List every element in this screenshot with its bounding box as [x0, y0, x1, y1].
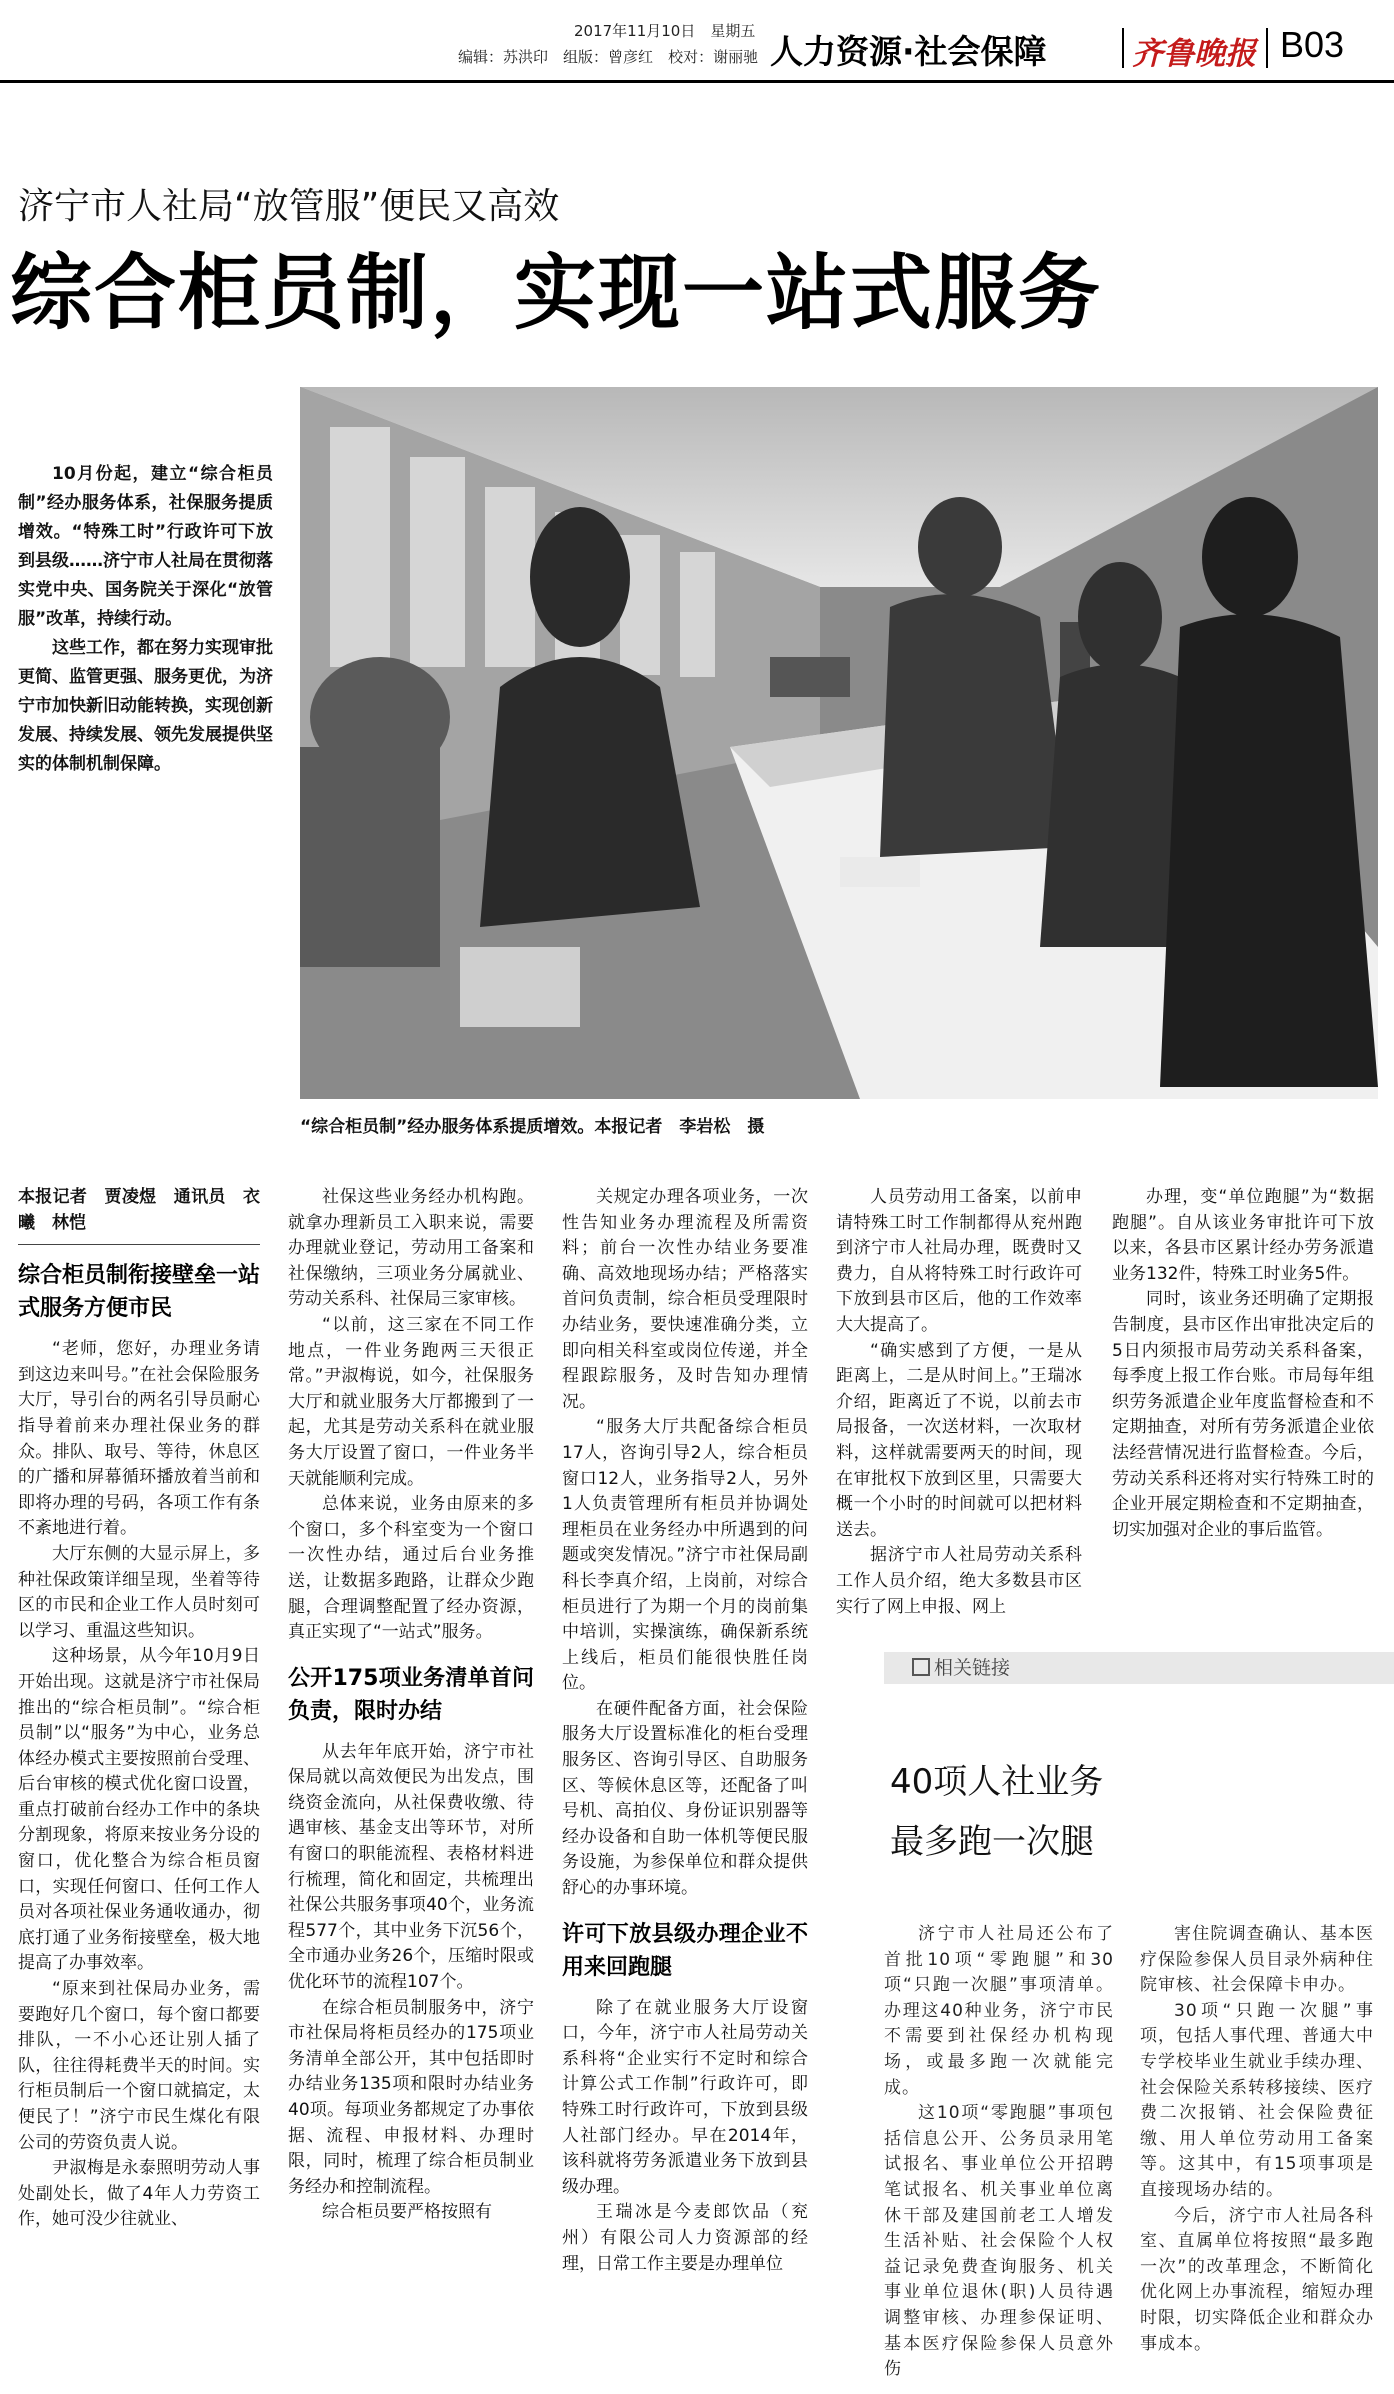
- related-paragraph: 今后，济宁市人社局各科室、直属单位将按照“最多跑一次”的改革理念，不断简化优化网上办事流程，缩短办理时限，切实降低企业和群众办事成本。: [1140, 2205, 1374, 2354]
- body-paragraph: “原来到社保局办业务，需要跑好几个窗口，每个窗口都要排队，一不小心还让别人插了队，往往得耗费半天的时间。实行柜员制后一个窗口就搞定，太便民了！”济宁市民生煤化有限公司的劳资负责人说。: [18, 1979, 260, 2153]
- body-paragraph: “以前，这三家在不同工作地点，一件业务跑两三天很正常。”尹淑梅说，如今，社保服务大厅和就业服务大厅都搬到了一起，尤其是劳动关系科在就业服务大厅设置了窗口，一件业务半天就能顺利完成。: [288, 1314, 534, 1489]
- body-paragraph: 据济宁市人社局劳动关系科工作人员介绍，绝大多数县市区实行了网上申报、网上: [836, 1545, 1082, 1617]
- byline-rule: [18, 1244, 260, 1245]
- article-column-5: [1112, 1185, 1374, 1543]
- body-paragraph: 社保这些业务经办机构跑。就拿办理新员工入职来说，需要办理就业登记，劳动用工备案和社保缴纳，三项业务分属就业、劳动关系科、社保局三家审核。: [288, 1187, 534, 1310]
- issue-date: 2017年11月10日 星期五: [574, 22, 756, 40]
- body-paragraph: 王瑞冰是今麦郎饮品（兖州）有限公司人力资源部的经理，日常工作主要是办理单位: [562, 2202, 808, 2274]
- body-paragraph: “老师，您好，办理业务请到这边来叫号。”在社会保险服务大厅，导引台的两名引导员耐心指导着前来办理社保业务的群众。排队、取号、等待，休息区的广播和屏幕循环播放着当前和即将办理的号码，各项工作有条不紊地进行着。: [18, 1339, 260, 1539]
- related-paragraph: 害住院调查确认、基本医疗保险参保人员目录外病种住院审核、社会保障卡申办。: [1140, 1924, 1374, 1996]
- section-heading: 许可下放县级办理企业不用来回跑腿: [562, 1921, 808, 1980]
- page-number: B03: [1280, 24, 1345, 65]
- layout-credit: 组版：曾彦红: [563, 48, 654, 66]
- related-paragraph: 这10项“零跑腿”事项包括信息公开、公务员录用笔试报名、事业单位公开招聘笔试报名、机关事业单位离休干部及建国前老工人增发生活补贴、社会保险个人权益记录免费查询服务、机关事业单位退休(职)人员待遇调整审核、办理参保证明、基本医疗保险参保人员意外伤: [884, 2103, 1114, 2380]
- photo-caption: “综合柜员制”经办服务体系提质增效。本报记者 李岩松 摄: [300, 1117, 765, 1137]
- body-paragraph: 总体来说，业务由原来的多个窗口，多个科室变为一个窗口一次性办结，通过后台业务推送，让数据多跑路，让群众少跑腿，合理调整配置了经办资源，真正实现了“一站式”服务。: [288, 1494, 534, 1643]
- box-icon: [912, 1658, 930, 1676]
- editor-credit: 编辑：苏洪印: [458, 48, 549, 66]
- masthead-divider: [1266, 28, 1268, 68]
- lead-text: 这些工作，都在努力实现审批更简、监管更强、服务更优，为济宁市加快新旧动能转换，实现创新发展、持续发展、领先发展提供坚实的体制机制保障。: [18, 638, 273, 774]
- body-paragraph: 大厅东侧的大显示屏上，多种社保政策详细呈现，坐着等待区的市民和企业工作人员时刻可以学习、重温这些知识。: [18, 1543, 260, 1641]
- body-paragraph: 在硬件配备方面，社会保险服务大厅设置标准化的柜台受理服务区、咨询引导区、自助服务区、等候休息区等，还配备了叫号机、高拍仪、身份证识别器等经办设备和自助一体机等便民服务设施，为参保单位和群众提供舒心的办事环境。: [562, 1698, 808, 1899]
- lead-paragraph: [18, 460, 273, 779]
- headline-kicker: 济宁市人社局“放管服”便民又高效: [18, 186, 560, 227]
- related-label: 相关链接: [934, 1657, 1011, 1679]
- body-paragraph: 同时，该业务还明确了定期报告制度，县市区作出审批决定后的5日内须报市局劳动关系科备案，每季度上报工作台账。市局每年组织劳务派遣企业年度监督检查和不定期抽查，对所有劳务派遣企业依法经营情况进行监督检查。今后，劳动关系科还将对实行特殊工时的企业开展定期检查和不定期抽查，切实加强对企业的事后监管。: [1112, 1289, 1374, 1540]
- body-paragraph: 从去年年底开始，济宁市社保局就以高效便民为出发点，围绕资金流向，从社保费收缴、待遇审核、基金支出等环节，对所有窗口的职能流程、表格材料进行梳理，简化和固定，共梳理出社保公共服务事项40个，业务流程577个，其中业务下沉56个，全市通办业务26个，压缩时限或优化环节的流程107个。: [288, 1741, 534, 1993]
- related-headline: [890, 1752, 1103, 1872]
- editorial-credits: [458, 46, 758, 67]
- body-paragraph: 尹淑梅是永泰照明劳动人事处副处长，做了4年人力劳资工作，她可没少往就业、: [18, 2158, 260, 2230]
- article-column-3: [562, 1185, 808, 2277]
- byline: 本报记者 贾凌煜 通讯员 衣曦 林恺: [18, 1187, 260, 1233]
- related-link-bar: [884, 1652, 1394, 1684]
- related-headline-line: 40项人社业务: [890, 1762, 1104, 1802]
- body-paragraph: 这种场景，从今年10月9日开始出现。这就是济宁市社保局推出的“综合柜员制”。“综合柜员制”以“服务”为中心，业务总体经办模式主要按照前台受理、后台审核的模式优化窗口设置，重点打破前台经办工作中的条块分割现象，将原来按业务分设的窗口，优化整合为综合柜员窗口，实现任何窗口、任何工作人员对各项社保业务通收通办，彻底打通了业务衔接壁垒，极大地提高了办事效率。: [18, 1646, 260, 1974]
- related-headline-line: 最多跑一次腿: [890, 1822, 1094, 1862]
- body-paragraph: 人员劳动用工备案，以前申请特殊工时工作制都得从兖州跑到济宁市人社局办理，既费时又费力，自从将特殊工时行政许可下放到县市区后，他的工作效率大大提高了。: [836, 1187, 1082, 1335]
- section-heading: 公开175项业务清单首问负责，限时办结: [288, 1665, 534, 1724]
- news-photo: [300, 387, 1378, 1099]
- section-title: 人力资源·社会保障: [770, 32, 1047, 71]
- body-paragraph: “服务大厅共配备综合柜员17人，咨询引导2人，综合柜员窗口12人，业务指导2人，另外1人负责管理所有柜员并协调处理柜员在业务经办中所遇到的问题或突发情况。”济宁市社保局副科长李真介绍，上岗前，对综合柜员进行了为期一个月的岗前集中培训，实操演练，确保新系统上线后，柜员们能很快胜任岗位。: [562, 1417, 808, 1694]
- article-column-2: [288, 1185, 534, 2226]
- newspaper-logo: 齐鲁晚报: [1132, 36, 1256, 72]
- body-paragraph: “确实感到了方便，一是从距离上，二是从时间上。”王瑞冰介绍，距离近了不说，以前去市局报备，一次送材料，一次取材料，这样就需要两天的时间，现在审批权下放到区里，只需要大概一个小时的时间就可以把材料送去。: [836, 1340, 1082, 1540]
- related-column-2: [1140, 1922, 1374, 2357]
- article-column-1: [18, 1185, 260, 2233]
- body-paragraph: 关规定办理各项业务，一次性告知业务办理流程及所需资料；前台一次性办结业务要准确、高效地现场办结；严格落实首问负责制，综合柜员受理限时办结业务，要快速准确分类，立即向相关科室或岗位传递，并全程跟踪服务，及时告知办理情况。: [562, 1187, 808, 1412]
- related-paragraph: 30项“只跑一次腿”事项，包括人事代理、普通大中专学校毕业生就业手续办理、社会保险关系转移接续、医疗费二次报销、社会保险费征缴、用人单位劳动用工备案等。这其中，有15项事项是直接现场办结的。: [1140, 2000, 1374, 2200]
- article-column-4: [836, 1185, 1082, 1620]
- body-paragraph: 除了在就业服务大厅设窗口，今年，济宁市人社局劳动关系科将“企业实行不定时和综合计算公式工作制”行政许可，即特殊工时行政许可，下放到县级人社部门经办。早在2014年，该科就将劳务派遣业务下放到县级办理。: [562, 1997, 808, 2197]
- office-service-hall-photo: [300, 387, 1378, 1099]
- lead-text: 10月份起，建立“综合柜员制”经办服务体系，社保服务提质增效。“特殊工时”行政许可下放到县级……济宁市人社局在贯彻落实党中央、国务院关于深化“放管服”改革，持续行动。: [18, 464, 273, 629]
- proof-credit: 校对：谢丽驰: [668, 48, 759, 66]
- body-paragraph: 办理，变“单位跑腿”为“数据跑腿”。自从该业务审批许可下放以来，各县市区累计经办劳务派遣业务132件，特殊工时业务5件。: [1112, 1187, 1374, 1284]
- body-paragraph: 在综合柜员制服务中，济宁市社保局将柜员经办的175项业务清单全部公开，其中包括即时办结业务135项和限时办结业务40项。每项业务都规定了办事依据、流程、申报材料、办理时限，同时，梳理了综合柜员制业务经办和控制流程。: [288, 1997, 534, 2197]
- body-paragraph: 综合柜员要严格按照有: [322, 2202, 492, 2223]
- related-paragraph: 济宁市人社局还公布了首批10项“零跑腿”和30项“只跑一次腿”事项清单。办理这40种业务，济宁市民不需要到社保经办机构现场，或最多跑一次就能完成。: [884, 1924, 1114, 2098]
- masthead-rule: [0, 80, 1394, 83]
- masthead-divider: [1122, 28, 1124, 68]
- weekday: 星期五: [710, 22, 756, 40]
- related-column-1: [884, 1922, 1114, 2383]
- main-headline: 综合柜员制，实现一站式服务: [10, 246, 1103, 341]
- section-heading: 综合柜员制衔接壁垒一站式服务方便市民: [18, 1263, 261, 1322]
